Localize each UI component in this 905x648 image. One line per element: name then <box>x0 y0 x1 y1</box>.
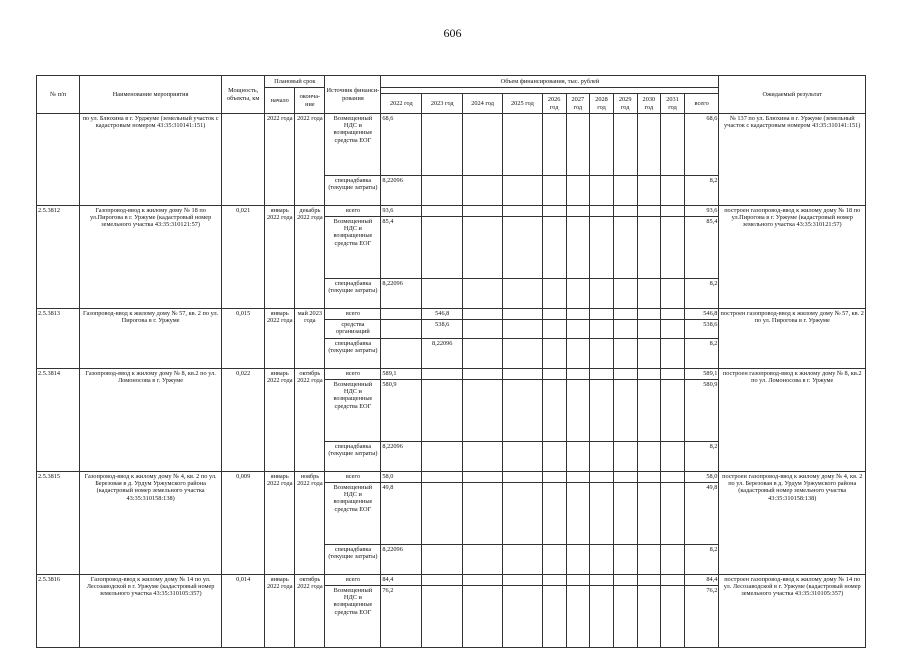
value-empty <box>613 442 637 472</box>
value-2023 <box>422 575 463 586</box>
value-empty <box>542 545 566 575</box>
row-start: январь 2022 года <box>265 369 295 472</box>
header-volume: Объем финансирования, тыс. рублей <box>381 76 719 88</box>
row-name: Газопровод-ввод к жилому дому № 57, кв. 2 по ул. Пирогова в г. Уржуме <box>80 309 222 369</box>
value-empty <box>566 575 590 586</box>
value-empty <box>661 380 685 442</box>
value-empty <box>613 176 637 206</box>
value-empty <box>463 369 503 380</box>
header-year: 2031 год <box>661 94 685 114</box>
row-source: спецнадбавка (текущие затраты) <box>325 545 381 575</box>
value-total: 49,8 <box>684 483 719 545</box>
value-empty <box>566 176 590 206</box>
value-empty <box>661 472 685 483</box>
header-term-end: оконча-ние <box>295 88 325 114</box>
row-end: ноябрь 2022 года <box>295 472 325 575</box>
value-empty <box>503 472 543 483</box>
value-empty <box>613 320 637 339</box>
value-empty <box>661 320 685 339</box>
value-empty <box>503 320 543 339</box>
value-2023 <box>422 176 463 206</box>
value-empty <box>590 114 614 176</box>
row-id: 2.5.3812 <box>37 206 80 309</box>
value-empty <box>613 279 637 309</box>
row-end: 2022 года <box>295 114 325 206</box>
value-total: 8,2 <box>684 442 719 472</box>
value-total: 85,4 <box>684 217 719 279</box>
value-empty <box>463 339 503 369</box>
row-capacity <box>222 114 265 206</box>
value-empty <box>566 442 590 472</box>
value-empty <box>566 339 590 369</box>
table-row <box>37 206 866 217</box>
value-empty <box>637 320 661 339</box>
value-empty <box>637 472 661 483</box>
row-name: Газопровод-ввод к жилому дому № 14 по ул. Лесозаводской в г. Уржуме (кадастровый номер земельного участка 43:35:310105:357) <box>80 575 222 648</box>
row-end: май 2023 года <box>295 309 325 369</box>
value-empty <box>542 217 566 279</box>
value-total: 580,9 <box>684 380 719 442</box>
row-id: 2.5.3816 <box>37 575 80 648</box>
value-total: 8,2 <box>684 176 719 206</box>
value-empty <box>503 279 543 309</box>
value-empty <box>503 442 543 472</box>
row-start: 2022 года <box>265 114 295 206</box>
value-empty <box>613 206 637 217</box>
value-empty <box>637 369 661 380</box>
value-empty <box>463 575 503 586</box>
value-2023: 538,6 <box>422 320 463 339</box>
value-2023 <box>422 586 463 648</box>
value-2023 <box>422 369 463 380</box>
row-result: построен газопровод-ввод к жилому дому № 4, кв. 2 по ул. Березовая в д. Урдум Уржумского района (кадастровый номер земельного участка 43:35:310158:138) <box>719 472 866 575</box>
value-empty <box>463 442 503 472</box>
value-empty <box>661 309 685 320</box>
value-empty <box>503 483 543 545</box>
value-empty <box>637 206 661 217</box>
table-row <box>37 114 866 176</box>
value-empty <box>613 309 637 320</box>
value-total: 84,4 <box>684 575 719 586</box>
value-empty <box>463 309 503 320</box>
row-capacity: 0,022 <box>222 369 265 472</box>
row-id <box>37 114 80 206</box>
value-2022: 8,22096 <box>381 176 422 206</box>
value-empty <box>463 483 503 545</box>
value-empty <box>613 369 637 380</box>
value-empty <box>661 206 685 217</box>
value-empty <box>463 279 503 309</box>
value-empty <box>463 545 503 575</box>
value-empty <box>566 586 590 648</box>
value-2022 <box>381 339 422 369</box>
value-2023 <box>422 206 463 217</box>
row-capacity: 0,014 <box>222 575 265 648</box>
row-source: спецнадбавка (текущие затраты) <box>325 279 381 309</box>
page-number: 606 <box>443 26 462 40</box>
value-empty <box>590 483 614 545</box>
value-2023 <box>422 545 463 575</box>
header-year: 2025 год <box>503 94 543 114</box>
header-year: 2023 год <box>422 94 463 114</box>
value-empty <box>613 483 637 545</box>
value-total: 93,6 <box>684 206 719 217</box>
row-result: № 137 по ул. Блюхина в г. Уржуме (земельный участок с кадастровым номером 43:35:310141:151) <box>719 114 866 206</box>
row-name: Газопровод-ввод к жилому дому № 8, кв.2 по ул. Ломоносова в г. Уржуме <box>80 369 222 472</box>
header-num: № п/п <box>37 76 80 114</box>
value-total: 68,6 <box>684 114 719 176</box>
value-2022: 589,1 <box>381 369 422 380</box>
value-empty <box>637 380 661 442</box>
table-row <box>37 472 866 483</box>
value-total: 8,2 <box>684 279 719 309</box>
row-source: спецнадбавка (текущие затраты) <box>325 339 381 369</box>
value-empty <box>463 380 503 442</box>
header-term: Плановый срок <box>265 76 325 88</box>
value-empty <box>566 472 590 483</box>
value-2023 <box>422 472 463 483</box>
value-empty <box>590 442 614 472</box>
value-empty <box>590 380 614 442</box>
value-2023: 546,8 <box>422 309 463 320</box>
value-empty <box>503 575 543 586</box>
value-2023 <box>422 380 463 442</box>
header-name: Наименование мероприятия <box>80 76 222 114</box>
header-source: Источник финанси-рования <box>325 76 381 114</box>
value-2022: 8,22096 <box>381 545 422 575</box>
value-empty <box>661 369 685 380</box>
row-source: средства организаций <box>325 320 381 339</box>
value-empty <box>613 114 637 176</box>
value-empty <box>542 575 566 586</box>
value-empty <box>542 472 566 483</box>
header-total: всего <box>684 94 719 114</box>
value-2023 <box>422 279 463 309</box>
value-empty <box>463 586 503 648</box>
value-empty <box>613 545 637 575</box>
header-term-start: начало <box>265 88 295 114</box>
value-empty <box>566 320 590 339</box>
value-empty <box>503 369 543 380</box>
financing-table <box>36 75 866 648</box>
value-empty <box>661 339 685 369</box>
value-total: 76,2 <box>684 586 719 648</box>
value-total: 8,2 <box>684 545 719 575</box>
value-empty <box>661 545 685 575</box>
header-year: 2022 год <box>381 94 422 114</box>
value-empty <box>637 176 661 206</box>
value-empty <box>542 380 566 442</box>
row-source: спецнадбавка (текущие затраты) <box>325 176 381 206</box>
value-empty <box>661 483 685 545</box>
value-2022: 49,8 <box>381 483 422 545</box>
row-source: всего <box>325 575 381 586</box>
row-result: построен газопровод-ввод к жилому дому № 14 по ул. Лесозаводской в г. Уржуме (кадастровый номер земельного участка 43:35:310105:357) <box>719 575 866 648</box>
row-id: 2.5.3815 <box>37 472 80 575</box>
table-row <box>37 369 866 380</box>
value-empty <box>590 176 614 206</box>
value-2022: 580,9 <box>381 380 422 442</box>
value-total: 58,0 <box>684 472 719 483</box>
value-empty <box>637 217 661 279</box>
value-empty <box>613 217 637 279</box>
row-capacity: 0,009 <box>222 472 265 575</box>
row-capacity: 0,021 <box>222 206 265 309</box>
row-result: построен газопровод-ввод к жилому дому № 57, кв. 2 по ул. Пирогова в г. Уржуме <box>719 309 866 369</box>
row-source: Возмещенный НДС и возвращенные средства ЕОГ <box>325 483 381 545</box>
value-empty <box>463 176 503 206</box>
row-name: по ул. Блюхина в г. Урджуме (земельный участок с кадастровым номером 43:35:310141:151) <box>80 114 222 206</box>
value-empty <box>463 114 503 176</box>
row-start: январь 2022 года <box>265 309 295 369</box>
value-empty <box>463 472 503 483</box>
value-2023 <box>422 114 463 176</box>
value-empty <box>661 114 685 176</box>
row-id: 2.5.3813 <box>37 309 80 369</box>
value-2023 <box>422 442 463 472</box>
value-empty <box>590 575 614 586</box>
value-empty <box>503 586 543 648</box>
row-end: октябрь 2022 года <box>295 575 325 648</box>
value-empty <box>566 369 590 380</box>
value-empty <box>661 575 685 586</box>
value-empty <box>542 483 566 545</box>
value-empty <box>503 114 543 176</box>
value-empty <box>613 339 637 369</box>
value-2022: 84,4 <box>381 575 422 586</box>
row-source: Возмещенный НДС и возвращенные средства ЕОГ <box>325 217 381 279</box>
value-empty <box>566 114 590 176</box>
value-empty <box>637 309 661 320</box>
value-empty <box>590 320 614 339</box>
value-empty <box>661 279 685 309</box>
value-empty <box>590 472 614 483</box>
value-total: 8,2 <box>684 339 719 369</box>
header-result: Ожидаемый результат <box>719 76 866 114</box>
row-name: Газопровод-ввод к жилому дому № 18 по ул.Пирогова в г. Уржуме (кадастровый номер земельного участка 43:35:310121:57) <box>80 206 222 309</box>
row-source: Возмещенный НДС и возвращенные средства ЕОГ <box>325 114 381 176</box>
value-empty <box>566 206 590 217</box>
value-empty <box>590 279 614 309</box>
value-empty <box>661 217 685 279</box>
value-2022 <box>381 320 422 339</box>
value-empty <box>503 176 543 206</box>
value-empty <box>590 369 614 380</box>
value-empty <box>566 217 590 279</box>
value-2023: 8,22096 <box>422 339 463 369</box>
value-empty <box>566 279 590 309</box>
value-empty <box>542 176 566 206</box>
row-source: всего <box>325 472 381 483</box>
value-empty <box>590 206 614 217</box>
value-empty <box>637 114 661 176</box>
value-empty <box>542 309 566 320</box>
header-year: 2027 год <box>566 94 590 114</box>
value-2022 <box>381 309 422 320</box>
value-empty <box>542 369 566 380</box>
row-source: Возмещенный НДС и возвращенные средства ЕОГ <box>325 586 381 648</box>
value-empty <box>542 339 566 369</box>
value-empty <box>463 320 503 339</box>
row-capacity: 0,015 <box>222 309 265 369</box>
header-year: 2030 год <box>637 94 661 114</box>
value-empty <box>566 545 590 575</box>
row-name: Газопровод-ввод к жилому дому № 4, кв. 2 по ул. Березовая в д. Урдум Уржумского района (кадастровый номер земельного участка 43:35:310158:138) <box>80 472 222 575</box>
value-empty <box>637 545 661 575</box>
header-year: 2028 год <box>590 94 614 114</box>
value-empty <box>542 320 566 339</box>
value-2022: 93,6 <box>381 206 422 217</box>
table-row <box>37 575 866 586</box>
value-2022: 85,4 <box>381 217 422 279</box>
value-empty <box>661 586 685 648</box>
row-start: январь 2022 года <box>265 206 295 309</box>
header-year: 2026 год <box>542 94 566 114</box>
value-empty <box>613 472 637 483</box>
value-empty <box>542 442 566 472</box>
value-empty <box>542 279 566 309</box>
row-id: 2.5.3814 <box>37 369 80 472</box>
row-end: октябрь 2022 года <box>295 369 325 472</box>
value-empty <box>503 380 543 442</box>
value-2023 <box>422 217 463 279</box>
header-year: 2029 год <box>613 94 637 114</box>
value-empty <box>503 206 543 217</box>
value-empty <box>590 586 614 648</box>
value-empty <box>637 483 661 545</box>
value-empty <box>637 575 661 586</box>
value-empty <box>542 114 566 176</box>
value-empty <box>503 217 543 279</box>
row-start: январь 2022 года <box>265 472 295 575</box>
value-empty <box>613 586 637 648</box>
row-end: декабрь 2022 года <box>295 206 325 309</box>
value-empty <box>542 206 566 217</box>
value-empty <box>566 380 590 442</box>
value-empty <box>463 217 503 279</box>
table-row <box>37 309 866 320</box>
value-empty <box>590 217 614 279</box>
row-source: спецнадбавка (текущие затраты) <box>325 442 381 472</box>
value-empty <box>542 586 566 648</box>
header-year: 2024 год <box>463 94 503 114</box>
value-empty <box>590 309 614 320</box>
value-2022: 8,22096 <box>381 279 422 309</box>
value-empty <box>613 575 637 586</box>
value-empty <box>503 545 543 575</box>
row-source: Возмещенный НДС и возвращенные средства ЕОГ <box>325 380 381 442</box>
value-empty <box>637 586 661 648</box>
value-2023 <box>422 483 463 545</box>
value-total: 538,6 <box>684 320 719 339</box>
row-start: январь 2022 года <box>265 575 295 648</box>
value-empty <box>590 339 614 369</box>
value-empty <box>503 339 543 369</box>
header-capacity: Мощность, объекты, км <box>222 76 265 114</box>
value-empty <box>566 483 590 545</box>
row-result: построен газопровод-ввод к жилому дому № 18 по ул.Пирогова в г. Уржуме (кадастровый номер земельного участка 43:35:310121:57) <box>719 206 866 309</box>
value-empty <box>637 279 661 309</box>
value-empty <box>661 442 685 472</box>
value-empty <box>661 176 685 206</box>
value-empty <box>637 339 661 369</box>
value-2022: 8,22096 <box>381 442 422 472</box>
value-empty <box>590 545 614 575</box>
value-empty <box>503 309 543 320</box>
value-total: 546,8 <box>684 309 719 320</box>
value-empty <box>613 380 637 442</box>
value-2022: 68,6 <box>381 114 422 176</box>
value-2022: 58,0 <box>381 472 422 483</box>
row-source: всего <box>325 369 381 380</box>
value-empty <box>566 309 590 320</box>
value-empty <box>463 206 503 217</box>
row-result: построен газопровод-ввод к жилому дому № 8, кв.2 по ул. Ломоносова в г. Уржуме <box>719 369 866 472</box>
row-source: всего <box>325 309 381 320</box>
row-source: всего <box>325 206 381 217</box>
value-2022: 76,2 <box>381 586 422 648</box>
value-total: 589,1 <box>684 369 719 380</box>
value-empty <box>637 442 661 472</box>
